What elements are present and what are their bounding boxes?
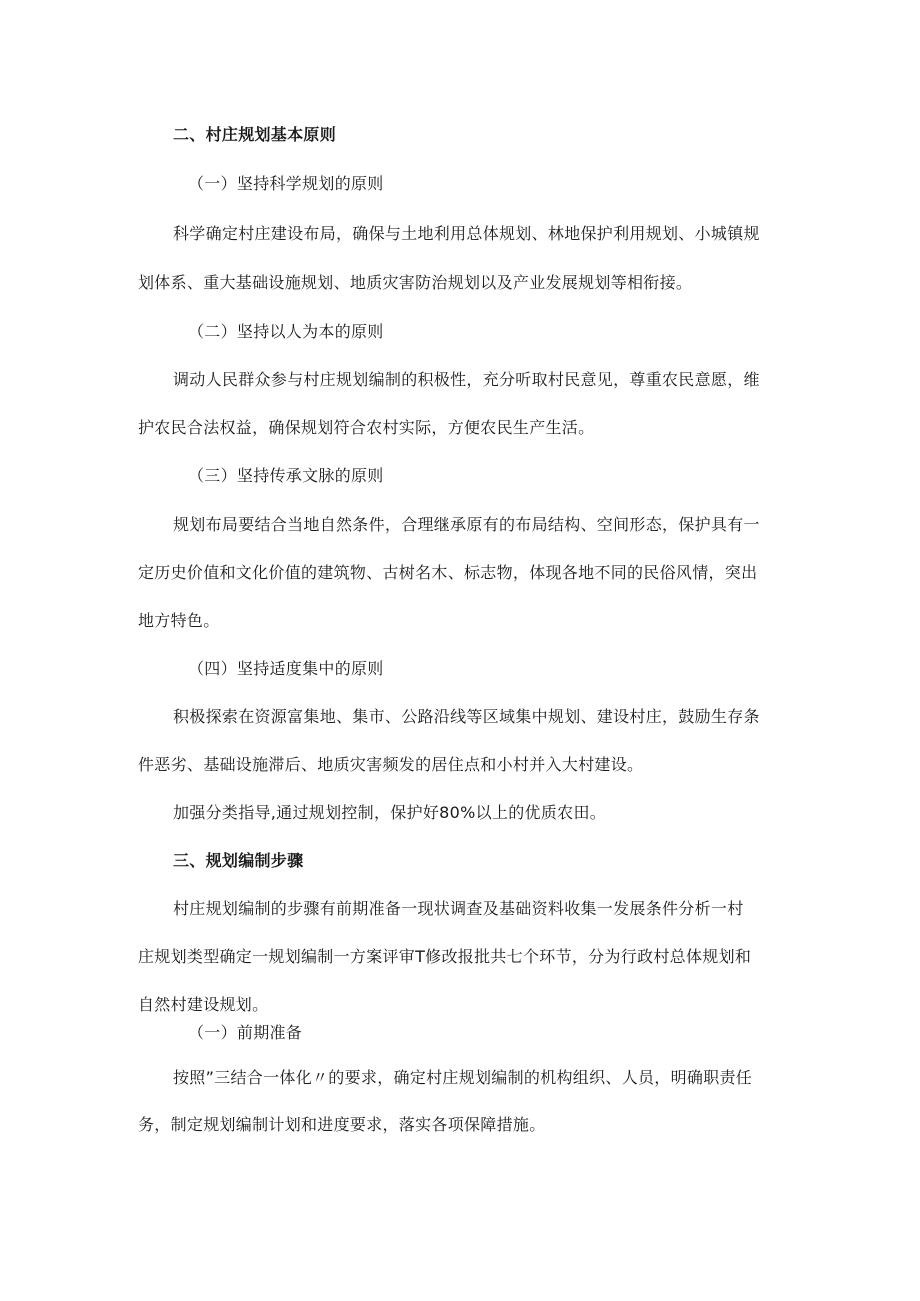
paragraph-line: 划体系、重大基础设施规划、地质灾害防治规划以及产业发展规划等相衔接。 (138, 273, 693, 292)
paragraph-line: 科学确定村庄建设布局，确保与土地利用总体规划、林地保护利用规划、小城镇规 (173, 224, 760, 243)
paragraph-line: 定历史价值和文化价值的建筑物、古树名木、标志物，体现各地不同的民俗风情，突出 (138, 563, 758, 582)
paragraph-line: 护农民合法权益，确保规划符合农村实际，方便农民生产生活。 (138, 418, 595, 437)
paragraph-line: 件恶劣、基础设施滞后、地质灾害频发的居住点和小村并入大村建设。 (138, 755, 644, 774)
paragraph-line: 村庄规划编制的步骤有前期准备一现状调查及基础资料收集一发展条件分析一村 (173, 899, 744, 918)
paragraph-line: 规划布局要结合当地自然条件，合理继承原有的布局结构、空间形态，保护具有一 (173, 515, 760, 534)
paragraph-line: 地方特色。 (138, 611, 220, 630)
subsection-title-3: （三）坚持传承文脉的原则 (188, 466, 384, 485)
paragraph-line: 务，制定规划编制计划和进度要求，落实各项保障措施。 (138, 1115, 546, 1134)
paragraph-line: 自然村建设规划。 (138, 995, 269, 1014)
subsection-title-prep: （一）前期准备 (188, 1023, 303, 1042)
subsection-title-4: （四）坚持适度集中的原则 (188, 659, 384, 678)
paragraph-line: 庄规划类型确定一规划编制一方案评审T修改报批共七个环节，分为行政村总体规划和 (138, 947, 752, 966)
paragraph-line: 加强分类指导,通过规划控制，保护好80%以上的优质农田。 (173, 803, 607, 822)
paragraph-line: 积极探索在资源富集地、集市、公路沿线等区域集中规划、建设村庄，鼓励生存条 (173, 707, 760, 726)
paragraph-line: 调动人民群众参与村庄规划编制的积极性，充分听取村民意见，尊重农民意愿，维 (173, 370, 760, 389)
subsection-title-1: （一）坚持科学规划的原则 (188, 174, 384, 193)
paragraph-line: 按照”三结合一体化〃的要求，确定村庄规划编制的机构组织、人员，明确职责任 (173, 1068, 753, 1087)
section-heading-2: 二、村庄规划基本原则 (173, 125, 337, 144)
section-heading-3: 三、规划编制步骤 (173, 851, 304, 870)
subsection-title-2: （二）坚持以人为本的原则 (188, 322, 384, 341)
